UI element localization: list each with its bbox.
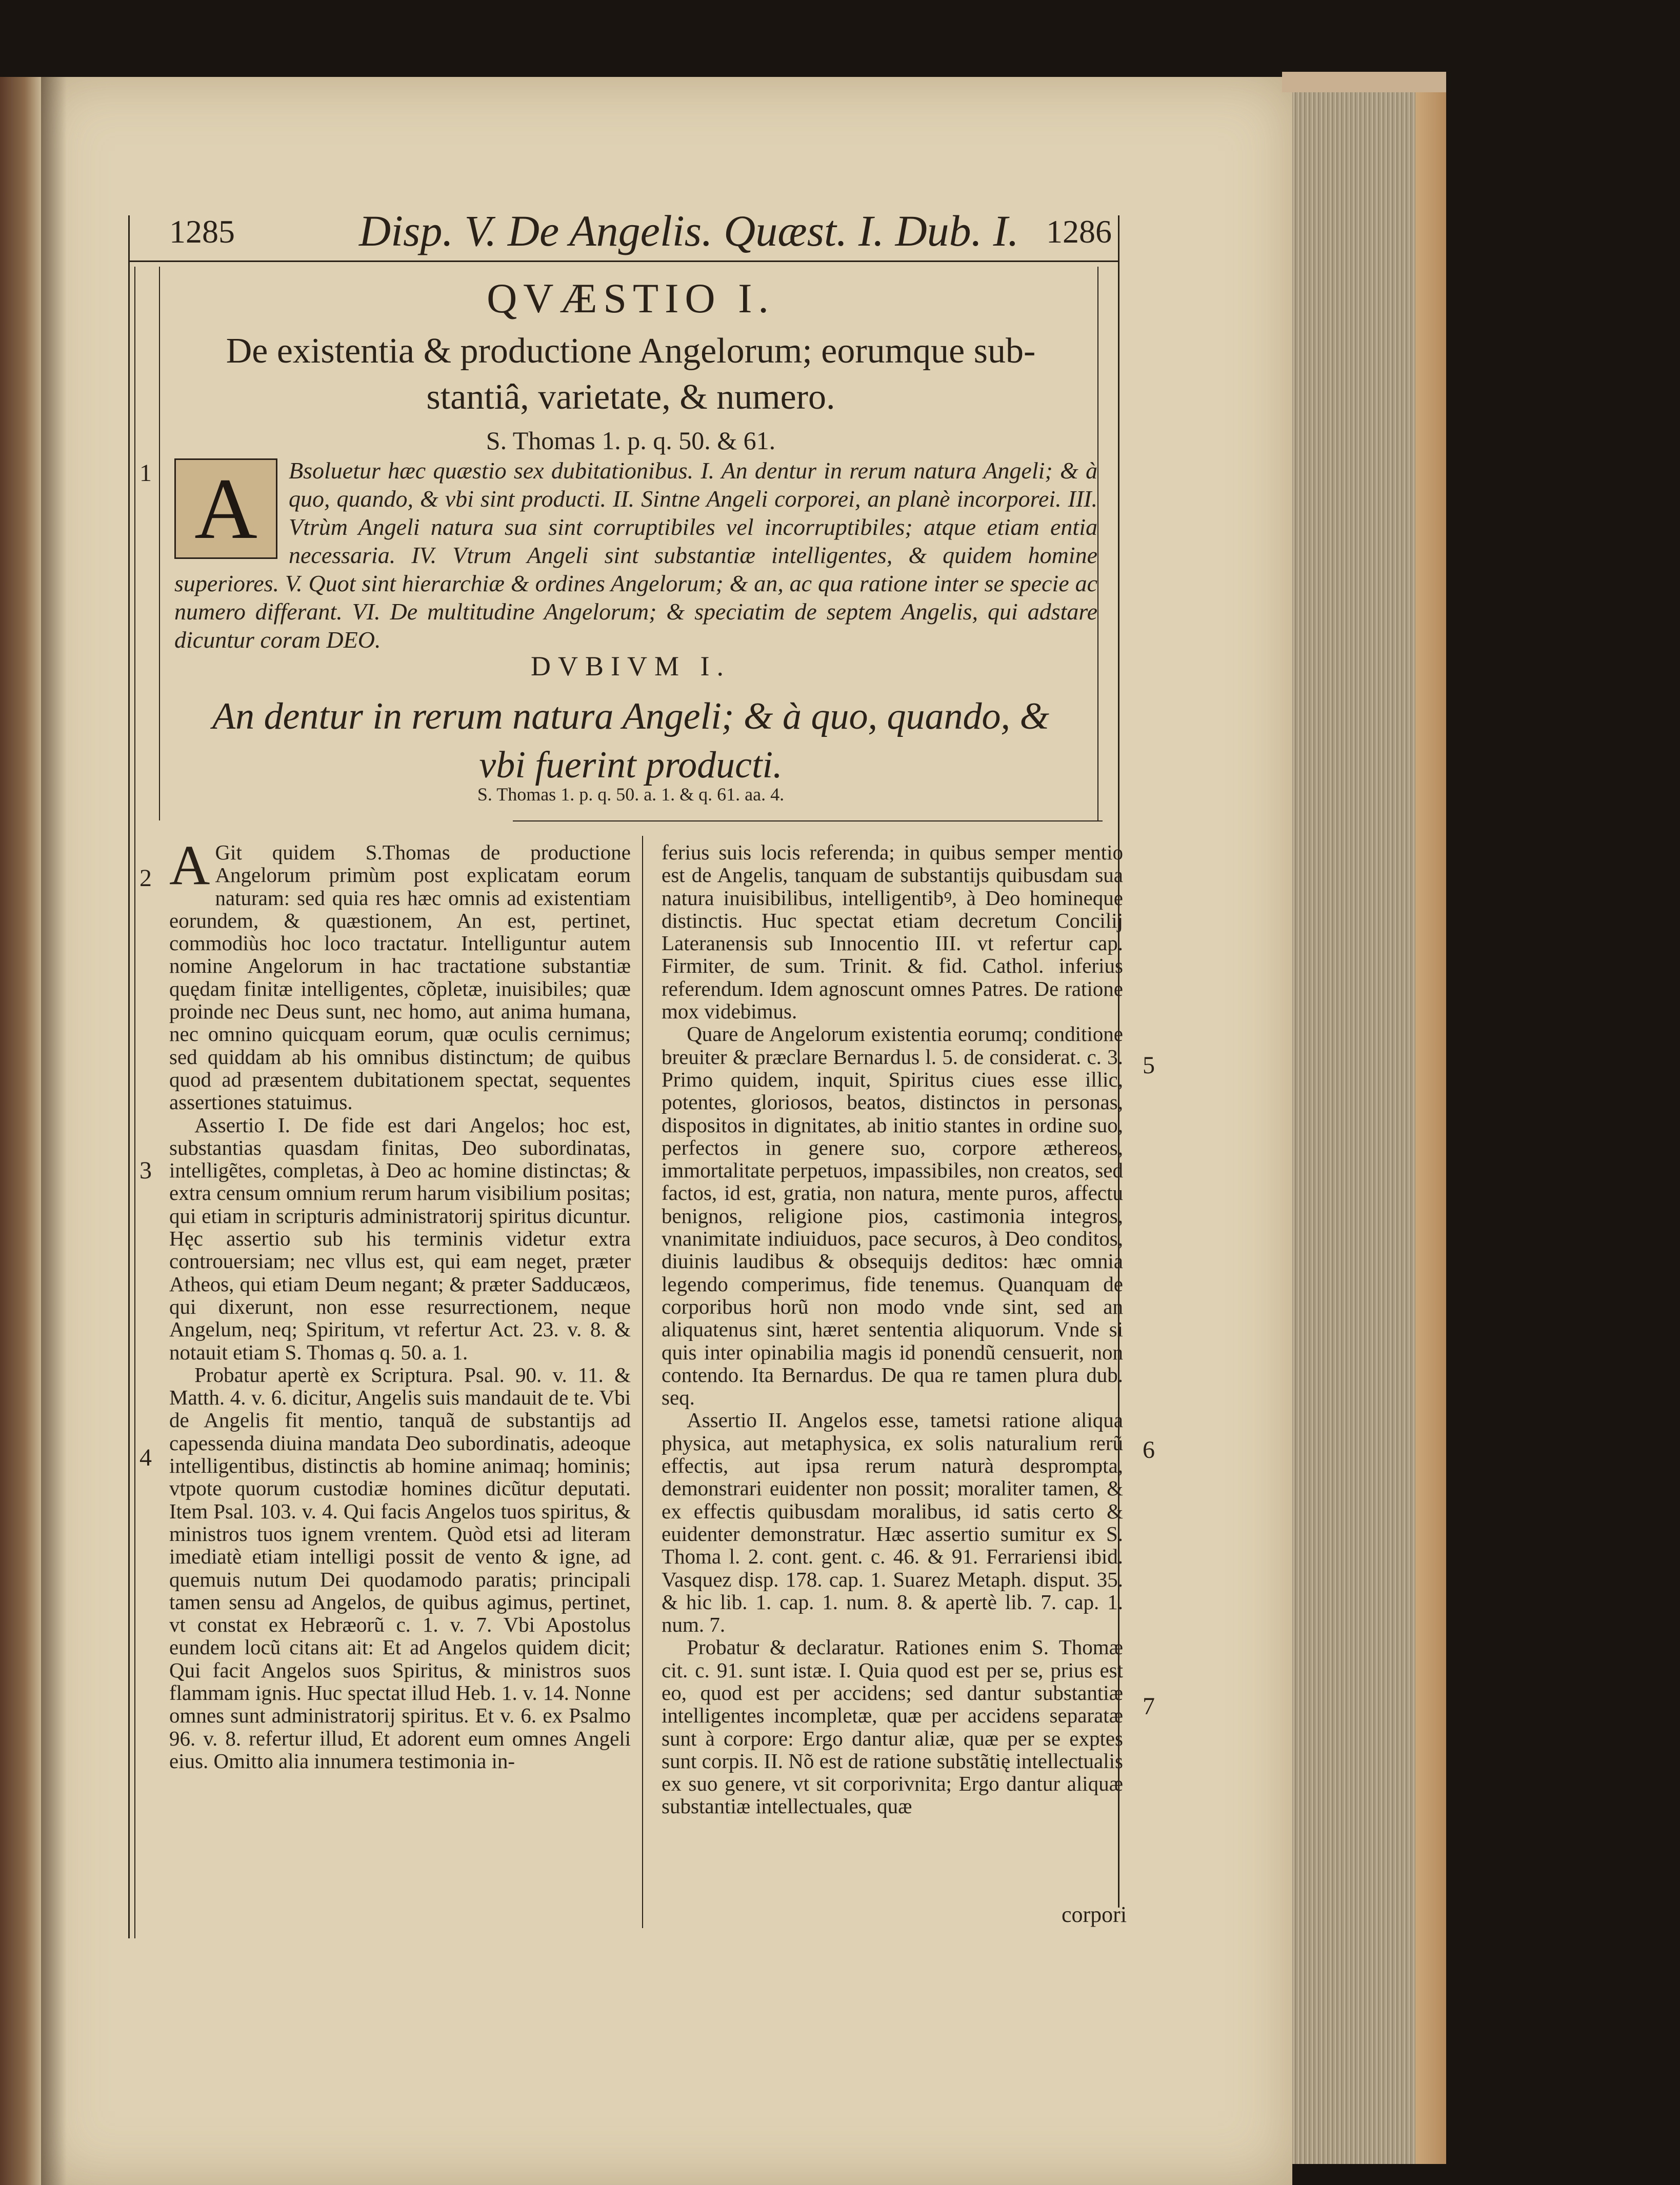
paragraph: Assertio II. Angelos esse, tametsi ratione aliqua physica, aut metaphysica, ex solis naturalium rerũ effectis, aut ipsa rerum naturà desprompta, demonstrari euidenter non possit; moraliter tamen, & ex effectis quibusdam moralibus, id satis certo & euidenter demonstratur. Hæc assertio sumitur ex S. Thoma l. 2. cont. gent. c. 46. & 91. Ferrariensi ibid. Vasquez disp. 178. cap. 1. Suarez Metaph. disput. 35. & hic lib. 1. cap. 1. num. 8. & apertè lib. 7. cap. 1. num. 7. — [662, 1408, 1123, 1637]
dubium-question-line2: vbi fuerint producti. — [479, 744, 783, 786]
left-column — [169, 834, 631, 1773]
paragraph: Quare de Angelorum existentia eorumq; conditione breuiter & præclare Bernardus l. 5. de considerat. c. 3. Primo quidem, inquit, Spiritus ciues esse illic, potentes, gloriosos, beatos, distinctos in personas, dispositos in dignitates, ab initio stantes in ordine suo, perfectos in genere suo, corpore æthereos, immortalitate perpetuos, impassibiles, non creatos, sed factos, id est, gratia, non natura, mente puros, affectu benignos, religione pios, castimonia integros, vnanimitate indiuiduos, pace securos, à Deo conditos, diuinis laudibus & obsequijs deditos: hæc omnia legendo comperimus, fide tenemus. Quanquam de corporibus horũ non modo vnde sint, sed an aliquatenus sint, hæret sententia aliquorum. Vnde si quis inter opinabilia magis id ponendũ censuerit, non contendo. Ita Bernardus. De qua re tamen plura dub. seq. — [662, 1022, 1123, 1410]
gutter-shadow — [41, 77, 67, 2185]
paragraph: ferius suis locis referenda; in quibus semper mentio est de Angelis, tanquam de substantijs quibusdam sua natura inuisibilibus, intelligentibꝰ, à Deo homineque distinctis. Huc spectat etiam decretum Concilij Lateranensis sub Innocentio III. vt refertur cap. Firmiter, de sum. Trinit. & fid. Cathol. inferius referendum. Idem agnoscunt omnes Patres. De ratione mox videbimus. — [662, 840, 1123, 1024]
dubium-question — [169, 692, 1092, 790]
question-title: QVÆSTIO I. — [487, 275, 775, 322]
drop-initial: A — [169, 834, 210, 896]
margin-number: 3 — [139, 1157, 152, 1184]
margin-number: 7 — [1143, 1693, 1155, 1720]
right-column — [662, 841, 1123, 1818]
dubium-rule — [513, 820, 1103, 821]
page-edges — [1292, 82, 1415, 2164]
margin-number: 5 — [1143, 1052, 1155, 1079]
paragraph: Assertio I. De fide est dari Angelos; hoc est, substantias quasdam finitas, Deo subordinatas, intelligẽtes, completas, à Deo ac homine distinctas; & extra censum omnium rerum harum visibilium positas; qui etiam in scripturis administratorij spiritus dicuntur. Hęc assertio sub his terminis videtur extra controuersiam; nec vllus est, qui eam neget, præter Atheos, qui etiam Deum negant; & præter Sadducæos, qui dixerunt, non esse resurrectionem, neque Angelum, neq; Spiritum, vt refertur Act. 23. v. 8. & notauit etiam S. Thomas q. 50. a. 1. — [169, 1113, 631, 1364]
paragraph: Probatur & declaratur. Rationes enim S. Thomæ cit. c. 91. sunt istæ. I. Quia quod est per se, prius est eo, quod est per accidens; sed dantur substantiæ intelligentes incompletæ, quæ per accidens separatæ sunt à corpore: Ergo dantur aliæ, quæ per se exptes sunt corpis. II. Nõ est de ratione substãtię intellectualis ex suo genere, vt sit corporivnita; Ergo dantur aliquæ substantiæ intellectuales, quæ — [662, 1635, 1123, 1818]
question-subtitle-line2: stantiâ, varietate, & numero. — [426, 377, 835, 417]
dubium-title: DVBIVM I. — [531, 651, 731, 681]
column-rule — [642, 836, 643, 1928]
running-title: Disp. V. De Angelis. Quæst. I. Dub. I. — [359, 206, 1019, 255]
book-cover-top — [1282, 72, 1446, 92]
paragraph: Probatur apertè ex Scriptura. Psal. 90. v. 11. & Matth. 4. v. 6. dicitur, Angelis suis mandauit de te. Vbi de Angelis fit mentio, tanquã de substantijs ad capessenda diuina mandata Deo subordinatis, adeoque intelligentibus, distinctis ab homine animaq; hominis; vtpote quorum custodiæ homines dicũtur deputati. Item Psal. 103. v. 4. Qui facis Angelos tuos spiritus, & ministros tuos ignem vrentem. Quòd etsi ad literam imediatè etiam intelligi possit de vento & igne, ad quemuis nutum Dei quodamodo paratis; principali tamen sensu ad Angelos, de quibus agimus, pertinet, vt constat ex Hebræorũ c. 1. v. 7. Vbi Apostolus eundem locũ citans ait: Et ad Angelos quidem dicit; Qui facit Angelos suos Spiritus, & ministros suos flammam ignis. Huc spectat illud Heb. 1. v. 14. Nonne omnes sunt administratorij spiritus. Et v. 6. ex Psalmo 96. v. 8. refertur illud, Et adorent eum omnes Angeli eius. Omitto alia innumera testimonia in- — [169, 1362, 631, 1773]
intro-text: Bsoluetur hæc quæstio sex dubitationibus. I. An dentur in rerum natura Angeli; & à quo, quando, & vbi sint producti. II. Sintne Angeli corporei, an planè incorporei. III. Vtrùm Angeli natura sua sint corruptibiles vel incorruptibiles; atque etiam entia necessaria. IV. Vtrum Angeli sint substantiæ intelligentes, & quidem homine superiores. V. Quot sint hierarchiæ & ordines Angelorum; & an, ac qua ratione inter se specie ac numero differant. VI. De multitudine Angelorum; & speciatim de septem Angelis, qui adstare dicuntur coram DEO. — [174, 457, 1097, 653]
ornamental-initial: A — [174, 458, 277, 559]
paragraph — [169, 834, 631, 1114]
paragraph-text: Git quidem S.Thomas de productione Angelorum primùm post explicatam eorum naturam: sed quia res hæc omnis ad existentiam eorundem, & quæstionem, An est, pertinet, commodiùs hoc loco tractatur. Intelliguntur autem nomine Angelorum in hac tractatione substantiæ quędam finitæ intelligentes, cõpletæ, inuisibiles; quæ proinde nec Deus sunt, nec homo, aut anima humana, nec omnino quicquam eorum, quæ oculis cernimus; sed quiddam ab his omnibus distinctum; de quibus quod ad præsentem dubitationem spectat, sequentes assertiones statuimus. — [169, 840, 631, 1114]
heading-box-right — [1097, 267, 1098, 820]
margin-number: 1 — [139, 459, 152, 487]
page-number-right: 1286 — [1046, 213, 1112, 250]
frame-rule-left-inner — [134, 267, 135, 1938]
page-number-left: 1285 — [169, 213, 235, 250]
dubium-reference: S. Thomas 1. p. q. 50. a. 1. & q. 61. aa. 4. — [477, 784, 785, 805]
book-cover — [1415, 82, 1446, 2164]
header-rule — [128, 260, 1118, 262]
question-reference: S. Thomas 1. p. q. 50. & 61. — [486, 426, 776, 455]
margin-number: 4 — [139, 1444, 152, 1471]
intro-paragraph — [174, 456, 1097, 654]
question-subtitle-line1: De existentia & productione Angelorum; eorumque sub- — [226, 331, 1036, 371]
previous-page-edge — [0, 77, 41, 2185]
question-subtitle — [169, 328, 1092, 420]
margin-number: 6 — [1143, 1436, 1155, 1464]
heading-box-left — [159, 267, 160, 820]
margin-number: 2 — [139, 865, 152, 892]
frame-rule-left — [128, 215, 130, 1938]
dubium-question-line1: An dentur in rerum natura Angeli; & à quo, quando, & — [212, 695, 1050, 737]
catchword: corpori — [1062, 1902, 1127, 1927]
